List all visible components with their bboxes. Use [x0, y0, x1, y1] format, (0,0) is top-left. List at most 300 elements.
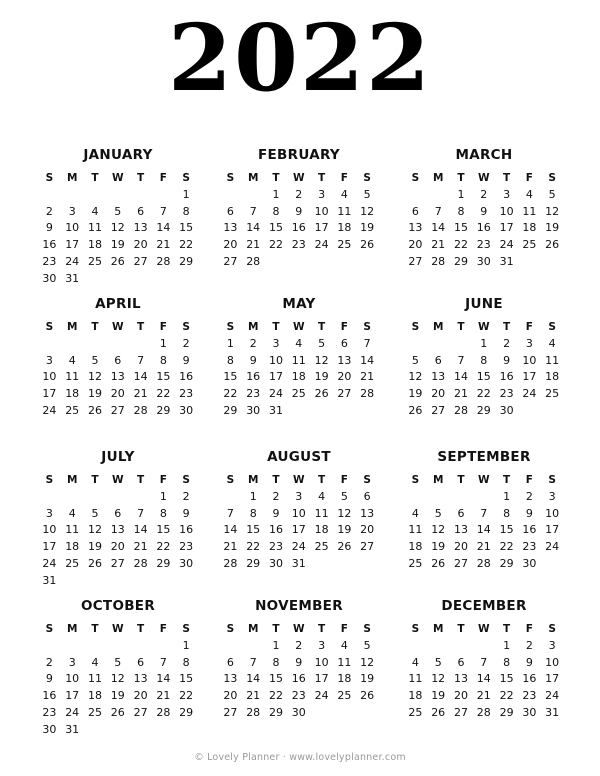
day-cell: 29 — [223, 403, 238, 417]
weekday-header: F — [340, 321, 348, 333]
day-cell: 17 — [65, 689, 80, 703]
day-cell: 15 — [223, 370, 238, 384]
day-cell: 17 — [65, 238, 80, 252]
empty-cell — [450, 638, 473, 655]
day-cell: 12 — [545, 204, 560, 218]
weekday-header: M — [432, 321, 444, 333]
day-cell: 11 — [408, 523, 423, 537]
weekday-header: S — [548, 172, 556, 184]
day-cell: 3 — [295, 489, 303, 503]
day-cell: 9 — [272, 506, 280, 520]
empty-cell — [427, 336, 450, 353]
day-cell: 3 — [503, 187, 511, 201]
weekday-header: W — [477, 172, 490, 184]
day-cell: 16 — [499, 370, 514, 384]
empty-cell — [61, 638, 84, 655]
day-cell: 4 — [295, 336, 303, 350]
weekday-header: S — [411, 172, 420, 184]
day-cell: 22 — [156, 387, 171, 401]
day-cell: 5 — [434, 655, 442, 669]
day-cell: 14 — [133, 523, 148, 537]
day-cell: 6 — [434, 353, 442, 367]
day-cell: 6 — [363, 489, 371, 503]
day-cell: 2 — [480, 187, 488, 201]
day-cell: 26 — [431, 556, 446, 570]
day-cell: 26 — [110, 254, 125, 268]
day-cell: 30 — [42, 722, 57, 736]
day-cell: 21 — [246, 689, 261, 703]
day-cell: 29 — [268, 705, 283, 719]
weekday-header: S — [363, 321, 371, 333]
empty-cell — [84, 336, 107, 353]
day-cell: 5 — [363, 638, 371, 652]
day-cell: 31 — [291, 556, 306, 570]
weekday-header: M — [66, 474, 78, 486]
day-cell: 4 — [340, 638, 348, 652]
day-cell: 6 — [226, 655, 234, 669]
weekday-header: S — [226, 474, 235, 486]
day-cell: 18 — [408, 689, 423, 703]
day-cell: 7 — [480, 506, 488, 520]
day-cell: 30 — [291, 705, 306, 719]
month-september — [404, 448, 564, 573]
day-cell: 25 — [314, 540, 329, 554]
empty-cell — [106, 187, 129, 204]
day-cell: 30 — [476, 254, 491, 268]
day-cell: 17 — [42, 387, 57, 401]
day-cell: 10 — [268, 353, 283, 367]
weekday-header: M — [432, 172, 444, 184]
day-grid — [404, 319, 564, 420]
weekday-header: S — [548, 321, 556, 333]
day-cell: 15 — [156, 370, 171, 384]
day-cell: 6 — [226, 204, 234, 218]
day-cell: 28 — [476, 705, 491, 719]
day-cell: 8 — [272, 655, 280, 669]
day-cell: 9 — [182, 506, 190, 520]
weekday-header: F — [340, 474, 348, 486]
empty-cell — [61, 336, 84, 353]
day-cell: 13 — [223, 672, 238, 686]
day-cell: 11 — [291, 353, 306, 367]
weekday-header: S — [182, 172, 190, 184]
day-cell: 2 — [182, 336, 190, 350]
empty-cell — [242, 187, 265, 204]
month-name: JULY — [101, 449, 135, 465]
weekday-header: T — [272, 474, 280, 486]
day-cell: 24 — [545, 540, 560, 554]
weekday-header: W — [111, 623, 124, 635]
day-cell: 12 — [87, 523, 102, 537]
empty-cell — [84, 638, 107, 655]
day-cell: 6 — [457, 506, 465, 520]
day-cell: 4 — [411, 506, 419, 520]
day-cell: 23 — [522, 540, 537, 554]
month-january — [38, 146, 198, 288]
weekday-header: S — [548, 474, 556, 486]
day-cell: 22 — [499, 689, 514, 703]
day-cell: 11 — [337, 655, 352, 669]
day-cell: 7 — [457, 353, 465, 367]
day-cell: 28 — [360, 387, 375, 401]
empty-cell — [219, 489, 242, 506]
day-cell: 25 — [337, 689, 352, 703]
day-cell: 18 — [314, 523, 329, 537]
day-cell: 3 — [45, 353, 53, 367]
weekday-header: T — [318, 474, 326, 486]
day-cell: 27 — [453, 705, 468, 719]
day-cell: 5 — [411, 353, 419, 367]
day-cell: 16 — [291, 221, 306, 235]
weekday-header: S — [182, 623, 190, 635]
weekday-header: W — [111, 321, 124, 333]
day-cell: 14 — [133, 370, 148, 384]
day-cell: 29 — [179, 254, 194, 268]
day-grid — [219, 621, 379, 722]
weekday-header: S — [182, 474, 190, 486]
day-cell: 27 — [360, 540, 375, 554]
day-cell: 17 — [522, 370, 537, 384]
day-cell: 18 — [65, 540, 80, 554]
empty-cell — [38, 336, 61, 353]
weekday-header: T — [318, 321, 326, 333]
day-cell: 12 — [110, 672, 125, 686]
month-march — [404, 146, 564, 271]
weekday-header: W — [111, 172, 124, 184]
weekday-header: T — [272, 321, 280, 333]
day-cell: 8 — [182, 655, 190, 669]
day-cell: 25 — [291, 387, 306, 401]
empty-cell — [404, 638, 427, 655]
day-cell: 28 — [156, 254, 171, 268]
day-cell: 21 — [133, 387, 148, 401]
weekday-header: S — [226, 623, 235, 635]
day-cell: 15 — [268, 221, 283, 235]
weekday-header: M — [247, 474, 259, 486]
day-cell: 20 — [337, 370, 352, 384]
day-cell: 13 — [360, 506, 375, 520]
empty-cell — [84, 187, 107, 204]
day-cell: 4 — [318, 489, 326, 503]
weekday-header: W — [111, 474, 124, 486]
day-cell: 15 — [179, 672, 194, 686]
weekday-header: S — [45, 623, 54, 635]
day-cell: 28 — [476, 556, 491, 570]
day-cell: 1 — [503, 489, 511, 503]
day-cell: 9 — [295, 655, 303, 669]
day-cell: 7 — [249, 655, 257, 669]
day-cell: 24 — [522, 387, 537, 401]
day-cell: 12 — [337, 506, 352, 520]
empty-cell — [61, 489, 84, 506]
day-cell: 17 — [314, 221, 329, 235]
day-cell: 29 — [156, 403, 171, 417]
day-cell: 3 — [318, 187, 326, 201]
day-cell: 29 — [179, 705, 194, 719]
month-july — [38, 448, 198, 590]
day-cell: 10 — [42, 370, 57, 384]
day-cell: 7 — [226, 506, 234, 520]
day-cell: 4 — [68, 353, 76, 367]
day-cell: 30 — [522, 556, 537, 570]
day-cell: 9 — [503, 353, 511, 367]
day-cell: 24 — [65, 254, 80, 268]
day-cell: 27 — [431, 403, 446, 417]
month-december — [404, 597, 564, 722]
day-cell: 12 — [360, 655, 375, 669]
day-cell: 17 — [314, 672, 329, 686]
weekday-header: T — [457, 172, 465, 184]
day-cell: 6 — [411, 204, 419, 218]
day-cell: 23 — [246, 387, 261, 401]
day-cell: 14 — [156, 672, 171, 686]
weekday-header: T — [457, 321, 465, 333]
footer-credit: © Lovely Planner · www.lovelyplanner.com — [194, 752, 406, 763]
day-cell: 1 — [272, 638, 280, 652]
day-cell: 9 — [182, 353, 190, 367]
day-cell: 25 — [65, 556, 80, 570]
day-cell: 19 — [545, 221, 560, 235]
day-cell: 24 — [291, 540, 306, 554]
day-cell: 25 — [87, 705, 102, 719]
weekday-header: S — [182, 321, 190, 333]
day-cell: 6 — [114, 353, 122, 367]
day-cell: 5 — [363, 187, 371, 201]
day-cell: 11 — [65, 523, 80, 537]
day-cell: 7 — [137, 353, 145, 367]
empty-cell — [219, 187, 242, 204]
empty-cell — [129, 187, 152, 204]
day-cell: 8 — [226, 353, 234, 367]
day-cell: 7 — [137, 506, 145, 520]
day-cell: 28 — [133, 556, 148, 570]
day-cell: 6 — [137, 655, 145, 669]
day-cell: 13 — [223, 221, 238, 235]
day-cell: 18 — [337, 221, 352, 235]
day-cell: 19 — [110, 238, 125, 252]
day-cell: 21 — [133, 540, 148, 554]
day-cell: 10 — [499, 204, 514, 218]
day-cell: 25 — [408, 556, 423, 570]
day-cell: 15 — [499, 523, 514, 537]
day-cell: 25 — [337, 238, 352, 252]
day-cell: 14 — [360, 353, 375, 367]
day-cell: 3 — [318, 638, 326, 652]
day-cell: 23 — [522, 689, 537, 703]
day-cell: 30 — [246, 403, 261, 417]
weekday-header: F — [525, 623, 533, 635]
day-cell: 21 — [156, 238, 171, 252]
day-cell: 10 — [65, 221, 80, 235]
day-cell: 4 — [411, 655, 419, 669]
empty-cell — [152, 187, 175, 204]
day-cell: 21 — [431, 238, 446, 252]
day-cell: 12 — [431, 523, 446, 537]
day-cell: 14 — [476, 523, 491, 537]
day-cell: 27 — [110, 556, 125, 570]
day-cell: 17 — [268, 370, 283, 384]
weekday-header: M — [247, 321, 259, 333]
day-cell: 13 — [337, 353, 352, 367]
day-cell: 23 — [476, 238, 491, 252]
day-cell: 27 — [223, 705, 238, 719]
empty-cell — [84, 489, 107, 506]
day-cell: 24 — [545, 689, 560, 703]
day-cell: 14 — [246, 221, 261, 235]
weekday-header: F — [159, 474, 167, 486]
day-cell: 19 — [337, 523, 352, 537]
weekday-header: W — [292, 172, 305, 184]
day-cell: 19 — [360, 221, 375, 235]
day-cell: 29 — [499, 705, 514, 719]
day-cell: 21 — [156, 689, 171, 703]
day-cell: 26 — [360, 238, 375, 252]
day-cell: 25 — [522, 238, 537, 252]
weekday-header: W — [477, 321, 490, 333]
day-cell: 11 — [337, 204, 352, 218]
day-cell: 26 — [431, 705, 446, 719]
weekday-header: M — [432, 474, 444, 486]
day-cell: 13 — [453, 523, 468, 537]
day-cell: 16 — [522, 523, 537, 537]
day-cell: 15 — [156, 523, 171, 537]
day-cell: 21 — [246, 238, 261, 252]
day-cell: 31 — [268, 403, 283, 417]
day-cell: 29 — [156, 556, 171, 570]
weekday-header: F — [525, 474, 533, 486]
day-cell: 23 — [291, 689, 306, 703]
day-cell: 1 — [182, 187, 190, 201]
month-name: SEPTEMBER — [437, 449, 531, 465]
day-cell: 29 — [476, 403, 491, 417]
weekday-header: S — [226, 172, 235, 184]
day-cell: 16 — [476, 221, 491, 235]
day-cell: 20 — [360, 523, 375, 537]
day-cell: 13 — [453, 672, 468, 686]
day-cell: 3 — [525, 336, 533, 350]
day-cell: 29 — [453, 254, 468, 268]
day-cell: 16 — [268, 523, 283, 537]
weekday-header: S — [363, 172, 371, 184]
day-cell: 28 — [133, 403, 148, 417]
weekday-header: F — [340, 172, 348, 184]
day-cell: 12 — [314, 353, 329, 367]
weekday-header: T — [137, 474, 145, 486]
day-cell: 30 — [522, 705, 537, 719]
day-cell: 22 — [156, 540, 171, 554]
year-title: 2022 — [167, 4, 433, 112]
day-cell: 19 — [360, 672, 375, 686]
day-cell: 22 — [268, 689, 283, 703]
empty-cell — [129, 336, 152, 353]
day-grid — [219, 319, 379, 420]
day-cell: 1 — [272, 187, 280, 201]
day-cell: 3 — [68, 655, 76, 669]
day-cell: 15 — [268, 672, 283, 686]
day-cell: 16 — [42, 689, 57, 703]
day-cell: 23 — [42, 705, 57, 719]
day-cell: 19 — [314, 370, 329, 384]
day-cell: 24 — [314, 238, 329, 252]
month-name: MAY — [282, 296, 316, 312]
day-grid — [38, 170, 198, 288]
day-cell: 5 — [548, 187, 556, 201]
weekday-header: T — [503, 623, 511, 635]
day-cell: 30 — [42, 271, 57, 285]
empty-cell — [472, 489, 495, 506]
day-cell: 26 — [408, 403, 423, 417]
day-cell: 16 — [522, 672, 537, 686]
day-cell: 22 — [246, 540, 261, 554]
month-name: MARCH — [455, 147, 513, 163]
day-cell: 21 — [223, 540, 238, 554]
day-cell: 9 — [45, 221, 53, 235]
day-cell: 10 — [314, 204, 329, 218]
day-cell: 28 — [453, 403, 468, 417]
empty-cell — [427, 489, 450, 506]
day-cell: 12 — [360, 204, 375, 218]
day-cell: 6 — [137, 204, 145, 218]
day-cell: 28 — [431, 254, 446, 268]
day-cell: 24 — [499, 238, 514, 252]
day-cell: 23 — [268, 540, 283, 554]
day-cell: 15 — [179, 221, 194, 235]
day-cell: 8 — [249, 506, 257, 520]
day-cell: 4 — [91, 204, 99, 218]
weekday-header: T — [272, 172, 280, 184]
empty-cell — [450, 336, 473, 353]
day-cell: 17 — [545, 672, 560, 686]
weekday-header: F — [159, 172, 167, 184]
day-cell: 23 — [499, 387, 514, 401]
day-cell: 20 — [431, 387, 446, 401]
empty-cell — [38, 489, 61, 506]
day-cell: 22 — [223, 387, 238, 401]
day-cell: 1 — [249, 489, 257, 503]
day-cell: 2 — [45, 204, 53, 218]
day-cell: 11 — [545, 353, 560, 367]
day-cell: 21 — [476, 689, 491, 703]
month-june — [404, 295, 564, 420]
day-cell: 16 — [42, 238, 57, 252]
day-cell: 6 — [114, 506, 122, 520]
day-cell: 3 — [68, 204, 76, 218]
weekday-header: S — [226, 321, 235, 333]
month-name: DECEMBER — [441, 598, 527, 614]
day-cell: 8 — [272, 204, 280, 218]
day-cell: 11 — [65, 370, 80, 384]
day-cell: 17 — [499, 221, 514, 235]
day-cell: 13 — [408, 221, 423, 235]
day-cell: 22 — [179, 689, 194, 703]
day-cell: 15 — [476, 370, 491, 384]
month-name: NOVEMBER — [255, 598, 343, 614]
day-cell: 23 — [42, 254, 57, 268]
day-cell: 15 — [246, 523, 261, 537]
day-cell: 9 — [525, 506, 533, 520]
day-cell: 7 — [363, 336, 371, 350]
empty-cell — [38, 638, 61, 655]
day-cell: 26 — [87, 556, 102, 570]
day-cell: 14 — [246, 672, 261, 686]
day-cell: 9 — [45, 672, 53, 686]
day-cell: 22 — [476, 387, 491, 401]
day-cell: 1 — [159, 489, 167, 503]
day-cell: 21 — [453, 387, 468, 401]
weekday-header: F — [525, 321, 533, 333]
day-cell: 4 — [525, 187, 533, 201]
day-cell: 15 — [499, 672, 514, 686]
